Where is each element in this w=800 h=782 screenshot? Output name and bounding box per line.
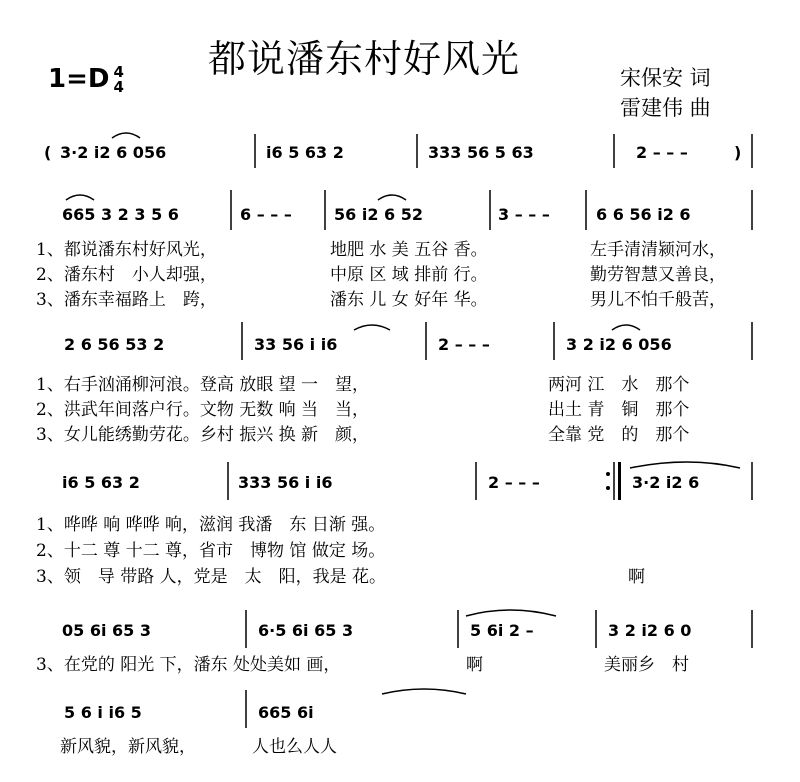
slur <box>112 133 140 138</box>
bar-notes: 3 2 i2 6 056 <box>566 335 672 354</box>
bar-notes: 56 i2 6 52 <box>334 205 423 224</box>
lyric-line: 潘东 儿 女 好年 华。 <box>330 290 488 310</box>
staff-row-2 <box>36 190 752 310</box>
bar-notes: i6 5 63 2 <box>266 143 344 162</box>
lyric-line: 出土 青 铜 那个 <box>548 400 690 420</box>
bar-notes: 6·5 6i 65 3 <box>258 621 354 640</box>
bar-notes: 6 – – – <box>240 205 292 224</box>
lyric-line: 1、哗哗 响 哗哗 响，滋润 我潘 东 日渐 强。 <box>36 515 386 535</box>
open-parenthesis: ( <box>44 143 52 162</box>
lyric-line: 1、都说潘东村好风光， <box>36 240 217 260</box>
bar-notes: 5 6i 2 – <box>470 621 534 640</box>
lyric-line: 3、女儿能绣勤劳花。乡村 振兴 换 新 颜， <box>36 425 370 445</box>
key-prefix: 1=D <box>48 64 110 94</box>
bar-notes: 3 – – – <box>498 205 550 224</box>
lyric-line: 人也么人人 <box>252 737 337 757</box>
slur <box>630 462 740 468</box>
lyric-line: 啊 <box>466 655 483 675</box>
bar-notes: i6 5 63 2 <box>62 473 140 492</box>
tie <box>466 610 556 616</box>
lyric-line: 啊 <box>628 567 645 587</box>
lyric-line: 2、潘东村 小人却强， <box>36 265 217 285</box>
lyric-line: 美丽乡 村 <box>604 655 689 675</box>
lyric-line: 1、右手汹涌柳河浪。登高 放眼 望 一 望， <box>36 375 370 395</box>
repeat-dot <box>606 486 610 490</box>
bar-notes: 2 – – – <box>636 143 688 162</box>
composer-credit: 雷建伟 曲 <box>620 96 711 120</box>
bar-notes: 5 6 i i6 5 <box>64 703 142 722</box>
repeat-thick-line <box>618 462 621 500</box>
staff-row-6 <box>60 689 466 757</box>
lyric-line: 3、在党的 阳光 下，潘东 处处美如 画， <box>36 655 341 675</box>
bar-notes: 2 – – – <box>438 335 490 354</box>
staff-row-4 <box>36 462 752 587</box>
bar-notes: 333 56 i i6 <box>238 473 333 492</box>
bar-notes: 6 6 56 i2 6 <box>596 205 691 224</box>
lyric-line: 3、领 导 带路 人，党是 太 阳，我是 花。 <box>36 567 387 587</box>
slur <box>378 195 406 200</box>
bar-notes: 333 56 5 63 <box>428 143 534 162</box>
bar-notes: 3·2 i2 6 <box>632 473 700 492</box>
tie <box>382 689 466 694</box>
close-parenthesis: ) <box>734 143 742 162</box>
bar-notes: 665 3 2 3 5 6 <box>62 205 179 224</box>
lyric-line: 两河 江 水 那个 <box>548 375 690 395</box>
repeat-dot <box>606 472 610 476</box>
lyric-line: 3、潘东幸福路上 跨， <box>36 290 217 310</box>
lyric-line: 地肥 水 美 五谷 香。 <box>330 240 488 260</box>
lyric-line: 2、十二 尊 十二 尊，省市 博物 馆 做定 场。 <box>36 541 386 561</box>
lyric-line: 2、洪武年间落户行。文物 无数 响 当 当， <box>36 400 370 420</box>
lyric-line: 男儿不怕千般苦， <box>590 290 726 310</box>
slur <box>354 325 390 330</box>
time-numerator: 4 <box>113 62 124 81</box>
bar-notes: 665 6i <box>258 703 314 722</box>
lyric-line: 新风貌，新风貌， <box>60 737 196 757</box>
bar-notes: 2 – – – <box>488 473 540 492</box>
staff-row-1 <box>44 133 752 168</box>
slur <box>612 325 640 330</box>
bar-notes: 3·2 i2 6 056 <box>60 143 167 162</box>
lyric-line: 全靠 党 的 那个 <box>548 425 690 445</box>
lyric-line: 中原 区 域 排前 行。 <box>330 265 488 285</box>
bar-notes: 3 2 i2 6 0 <box>608 621 692 640</box>
bar-notes: 33 56 i i6 <box>254 335 338 354</box>
song-title: 都说潘东村好风光 <box>208 37 521 81</box>
bar-notes: 05 6i 65 3 <box>62 621 151 640</box>
bar-notes: 2 6 56 53 2 <box>64 335 165 354</box>
slur <box>66 195 94 200</box>
lyricist-credit: 宋保安 词 <box>620 66 711 90</box>
staff-row-5 <box>36 610 752 675</box>
staff-row-3 <box>36 322 752 445</box>
lyric-line: 左手清清颍河水， <box>590 240 726 260</box>
time-denominator: 4 <box>113 77 124 96</box>
lyric-line: 勤劳智慧又善良， <box>590 265 726 285</box>
